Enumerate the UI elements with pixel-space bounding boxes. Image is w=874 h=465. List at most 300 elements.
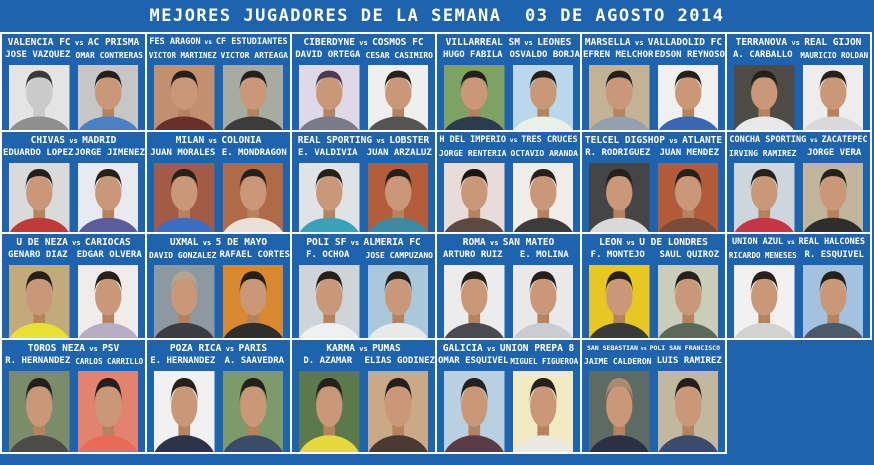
match-title [2,134,145,147]
player-name: DAVID ORTEGA [295,50,361,60]
player-avatar-icon [223,163,284,232]
player-photos-row [147,160,290,232]
player-names-row [437,49,580,62]
player-avatar-icon [803,65,864,130]
player-photo [513,265,574,338]
match-card [582,340,727,454]
player-avatar-icon [154,65,215,130]
vs-label: vs [64,136,83,145]
match-away-team: COLONIA [221,135,262,146]
match-card [2,132,147,234]
player-names-row [582,249,725,262]
player-photo [803,65,864,130]
match-card [2,340,147,454]
match-home-team: TERRANOVA [735,37,788,48]
player-photo [78,65,139,130]
player-name: IRVING RAMIREZ [729,149,797,158]
player-photo [734,163,795,232]
match-home-team: TELCEL DIGSHOP [584,135,665,146]
match-away-team: MADRID [82,135,117,146]
vs-label: vs [67,238,85,247]
player-avatar-icon [803,265,864,338]
player-avatar-icon [154,265,215,338]
player-photo [299,65,360,130]
player-photo [154,371,215,452]
match-away-team: 5 DE MAYO [215,237,268,248]
title-bar [0,0,874,32]
player-photo [78,371,139,452]
player-avatar-icon [589,65,650,130]
match-title [292,36,435,49]
player-name: EFREN MELCHOR [583,50,654,60]
vs-label: vs [630,38,648,47]
player-avatar-icon [513,65,574,130]
player-photos-row [437,368,580,452]
match-title [582,36,725,49]
match-card [582,234,727,340]
match-home-team: MARSELLA [584,37,631,48]
player-photo [513,163,574,232]
player-name: F. MONTEJO [590,250,645,260]
players-grid [0,32,872,454]
player-avatar-icon [78,65,139,130]
player-name: RICARDO MENESES [728,251,797,260]
match-away-team: UNION PREPA 8 [499,343,575,354]
player-name: RAFAEL CORTES [219,250,290,260]
match-card [147,340,292,454]
player-photo [803,163,864,232]
player-avatar-icon [154,371,215,452]
player-avatar-icon [299,65,360,130]
match-card [147,132,292,234]
player-photo [444,163,505,232]
player-photo [444,65,505,130]
player-photo [223,371,284,452]
player-name: LUIS RAMIREZ [656,356,722,366]
vs-label: vs [485,238,503,247]
player-photo [9,371,70,452]
player-names-row [437,249,580,262]
player-avatar-icon [78,371,139,452]
player-name: CARLOS CARRILLO [75,357,144,366]
player-photos-row [2,62,145,130]
player-name: OCTAVIO ARANDA [510,149,578,158]
vs-label: vs [200,38,216,46]
player-photo [299,265,360,338]
player-photo [299,371,360,452]
match-home-team: POZA RICA [169,343,222,354]
match-card [727,234,872,340]
match-card [582,132,727,234]
player-avatar-icon [368,65,429,130]
player-name: E. VALDIVIA [297,148,358,158]
match-home-team: CIBERDYNE [303,37,355,48]
match-away-team: TRES CRUCES [521,135,578,145]
match-away-team: ALMERIA FC [363,237,421,248]
player-names-row [2,147,145,160]
player-photos-row [582,160,725,232]
match-card [727,132,872,234]
player-name: JOSE CAMPUZANO [365,251,433,260]
player-name: E. MOLINA [519,250,569,260]
player-name: EDUARDO LOPEZ [3,148,74,158]
vs-label: vs [783,238,799,246]
player-avatar-icon [223,371,284,452]
player-photo [368,371,429,452]
player-avatar-icon [444,265,505,338]
player-photo [658,65,719,130]
player-photo [223,163,284,232]
page-title: MEJORES JUGADORES DE LA SEMANA 03 DE AGOSTO 2014 [149,6,725,26]
player-photo [368,163,429,232]
match-title [292,342,435,355]
player-name: EDSON REYNOSO [654,50,725,60]
match-away-team: PSV [102,343,120,354]
match-card [147,34,292,132]
match-away-team: POLI SAN FRANCISCO [649,344,721,352]
match-card [437,340,582,454]
player-photo [9,163,70,232]
player-avatar-icon [658,163,719,232]
match-title [727,134,870,147]
match-card [147,234,292,340]
player-photo [9,265,70,338]
player-photo [513,65,574,130]
match-title [147,134,290,147]
player-photos-row [292,62,435,130]
player-avatar-icon [444,371,505,452]
player-photo [444,371,505,452]
player-photo [154,65,215,130]
player-photos-row [292,368,435,452]
player-names-row [2,249,145,262]
player-avatar-icon [299,163,360,232]
vs-label: vs [84,344,103,353]
match-home-team: U DE NEZA [16,237,68,248]
player-photo [734,265,795,338]
player-avatar-icon [299,371,360,452]
player-name: A. SAAVEDRA [224,356,285,366]
player-avatar-icon [9,163,70,232]
player-photo [444,265,505,338]
player-photo [154,265,215,338]
match-card [437,234,582,340]
vs-label: vs [221,344,239,353]
player-avatar-icon [223,265,284,338]
vs-label: vs [787,38,805,47]
player-photo [513,371,574,452]
player-avatar-icon [589,265,650,338]
vs-label: vs [354,344,373,353]
vs-label: vs [372,136,390,145]
match-home-team: ROMA [462,237,486,248]
player-names-row [2,355,145,368]
player-names-row [147,249,290,262]
match-title [437,342,580,355]
match-away-team: COSMOS FC [372,37,424,48]
match-home-team: CHIVAS [30,135,65,146]
match-home-team: LEON [599,237,623,248]
player-names-row [147,147,290,160]
player-avatar-icon [513,265,574,338]
vs-label: vs [204,136,222,145]
player-names-row [437,355,580,368]
player-avatar-icon [223,65,284,130]
player-avatar-icon [513,163,574,232]
match-home-team: CONCHA SPORTING [729,135,807,145]
player-photo [223,65,284,130]
match-card [292,234,437,340]
player-photos-row [582,262,725,338]
player-name: E. HERNANDEZ [150,356,216,366]
player-name: DAVID GONZALEZ [149,251,217,260]
player-avatar-icon [658,65,719,130]
match-away-team: LOBSTER [389,135,430,146]
vs-label: vs [806,136,822,144]
player-photos-row [2,160,145,232]
player-name: D. AZAMAR [303,356,353,366]
match-away-team: SAN MATEO [502,237,555,248]
match-card [2,234,147,340]
player-photo [9,65,70,130]
match-home-team: FES ARAGON [149,37,201,47]
player-names-row [292,49,435,62]
match-card [437,34,582,132]
player-names-row [582,147,725,160]
player-photos-row [147,262,290,338]
player-name: JORGE JIMENEZ [74,148,145,158]
player-photo [223,265,284,338]
player-name: JUAN MENDEZ [659,148,720,158]
vs-label: vs [70,38,88,47]
match-away-team: LEONES [537,37,572,48]
player-avatar-icon [658,371,719,452]
player-name: MIGUEL FIGUEROA [510,357,579,366]
player-name: R. HERNANDEZ [5,356,71,366]
player-name: OSVALDO BORJA [509,50,580,60]
player-photos-row [727,262,870,338]
match-away-team: REAL HALCONES [798,237,866,247]
player-avatar-icon [734,163,795,232]
player-avatar-icon [78,265,139,338]
player-photo [78,163,139,232]
player-photos-row [582,368,725,452]
player-avatar-icon [299,265,360,338]
match-home-team: SAN SEBASTIAN [586,344,638,352]
vs-label: vs [505,136,522,144]
match-card [2,34,147,132]
match-title [147,342,290,355]
player-photo [658,163,719,232]
match-card [582,34,727,132]
player-name: JAIME CALDERON [584,357,652,366]
match-away-team: ATLANTE [682,135,723,146]
player-photos-row [727,160,870,232]
player-photos-row [147,368,290,452]
player-photo [658,371,719,452]
match-card [437,132,582,234]
match-card [292,34,437,132]
match-home-team: H DEL IMPERIO [439,135,506,145]
player-photos-row [582,62,725,130]
match-away-team: AC PRISMA [87,37,140,48]
player-name: OMAR ESQUIVEL [438,356,509,366]
player-name: JORGE RENTERIA [439,149,507,158]
player-names-row [292,147,435,160]
player-photo [589,65,650,130]
player-avatar-icon [368,371,429,452]
player-photo [734,65,795,130]
player-photo [154,163,215,232]
vs-label: vs [519,38,538,47]
player-names-row [292,249,435,262]
player-avatar-icon [78,163,139,232]
player-name: JOSE VAZQUEZ [5,50,71,60]
player-photos-row [437,62,580,130]
player-name: R. RODRIGUEZ [585,148,651,158]
player-names-row [727,147,870,160]
vs-label: vs [622,238,640,247]
player-photos-row [2,262,145,338]
match-home-team: UNION AZUL [731,237,784,247]
vs-label: vs [482,344,500,353]
match-away-team: REAL GIJON [804,37,862,48]
vs-label: vs [664,136,683,145]
player-avatar-icon [734,65,795,130]
player-photo [589,163,650,232]
match-home-team: GALICIA [442,343,483,354]
player-name: JUAN MORALES [150,148,216,158]
match-away-team: CF ESTUDIANTES [215,37,288,47]
player-avatar-icon [589,163,650,232]
match-home-team: REAL SPORTING [297,135,373,146]
player-avatar-icon [734,265,795,338]
player-photos-row [437,262,580,338]
match-home-team: TOROS NEZA [27,343,85,354]
match-title [437,134,580,147]
player-photos-row [727,62,870,130]
match-home-team: UXMAL [169,237,199,248]
match-title [2,236,145,249]
player-photos-row [292,262,435,338]
player-names-row [147,355,290,368]
match-away-team: U DE LONDRES [639,237,708,248]
player-name: VICTOR ARTEAGA [220,51,288,60]
player-avatar-icon [444,65,505,130]
match-card [727,34,872,132]
player-name: HUGO FABILA [442,50,503,60]
match-home-team: VALENCIA FC [7,37,71,48]
match-title [437,236,580,249]
match-title [147,36,290,49]
match-away-team: CARIOCAS [84,237,131,248]
player-photo [368,65,429,130]
player-photo [78,265,139,338]
player-name: SAUL QUIROZ [659,250,720,260]
vs-label: vs [198,238,216,247]
player-name: VICTOR MARTINEZ [148,51,217,60]
player-avatar-icon [368,163,429,232]
player-avatar-icon [368,265,429,338]
player-names-row [437,147,580,160]
match-away-team: ZACATEPEC [821,135,868,145]
player-avatar-icon [9,65,70,130]
player-names-row [582,355,725,368]
player-avatar-icon [154,163,215,232]
match-away-team: PUMAS [372,343,401,354]
player-name: R. ESQUIVEL [804,250,865,260]
player-name: MAURICIO ROLDAN [800,51,869,60]
player-avatar-icon [658,265,719,338]
player-name: A. CARBALLO [732,50,793,60]
match-home-team: VILLARREAL SM [445,37,520,48]
match-away-team: VALLADOLID FC [647,37,723,48]
match-title [437,36,580,49]
player-name: F. OCHOA [306,250,350,260]
player-avatar-icon [444,163,505,232]
player-name: EDGAR OLVERA [76,250,142,260]
match-card [292,132,437,234]
vs-label: vs [354,38,373,47]
vs-label: vs [637,346,650,352]
player-names-row [727,49,870,62]
player-name: GENARO DIAZ [7,250,68,260]
player-names-row [2,49,145,62]
match-title [582,342,725,355]
player-avatar-icon [589,371,650,452]
player-avatar-icon [803,163,864,232]
player-names-row [292,355,435,368]
match-title [582,236,725,249]
match-title [727,236,870,249]
match-home-team: KARMA [326,343,355,354]
player-photo [368,265,429,338]
player-names-row [147,49,290,62]
player-name: JORGE VERA [807,148,862,158]
match-title [2,36,145,49]
player-photos-row [2,368,145,452]
player-name: OMAR CONTRERAS [75,51,143,60]
player-name: E. MONDRAGON [221,148,287,158]
player-photo [589,371,650,452]
player-names-row [582,49,725,62]
match-title [2,342,145,355]
player-avatar-icon [9,265,70,338]
player-photos-row [292,160,435,232]
match-title [582,134,725,147]
player-avatar-icon [513,371,574,452]
player-photo [299,163,360,232]
match-card [292,340,437,454]
match-away-team: PARIS [238,343,268,354]
match-title [727,36,870,49]
player-name: CESAR CASIMIRO [365,51,433,60]
player-names-row [727,249,870,262]
player-photo [589,265,650,338]
player-photo [803,265,864,338]
player-photos-row [147,62,290,130]
player-name: ELIAS GODINEZ [364,356,435,366]
match-title [292,236,435,249]
player-photo [658,265,719,338]
match-title [292,134,435,147]
player-avatar-icon [9,371,70,452]
player-photos-row [437,160,580,232]
player-name: JUAN ARZALUZ [366,148,432,158]
match-home-team: MILAN [175,135,205,146]
vs-label: vs [346,238,364,247]
match-home-team: POLI SF [306,237,347,248]
